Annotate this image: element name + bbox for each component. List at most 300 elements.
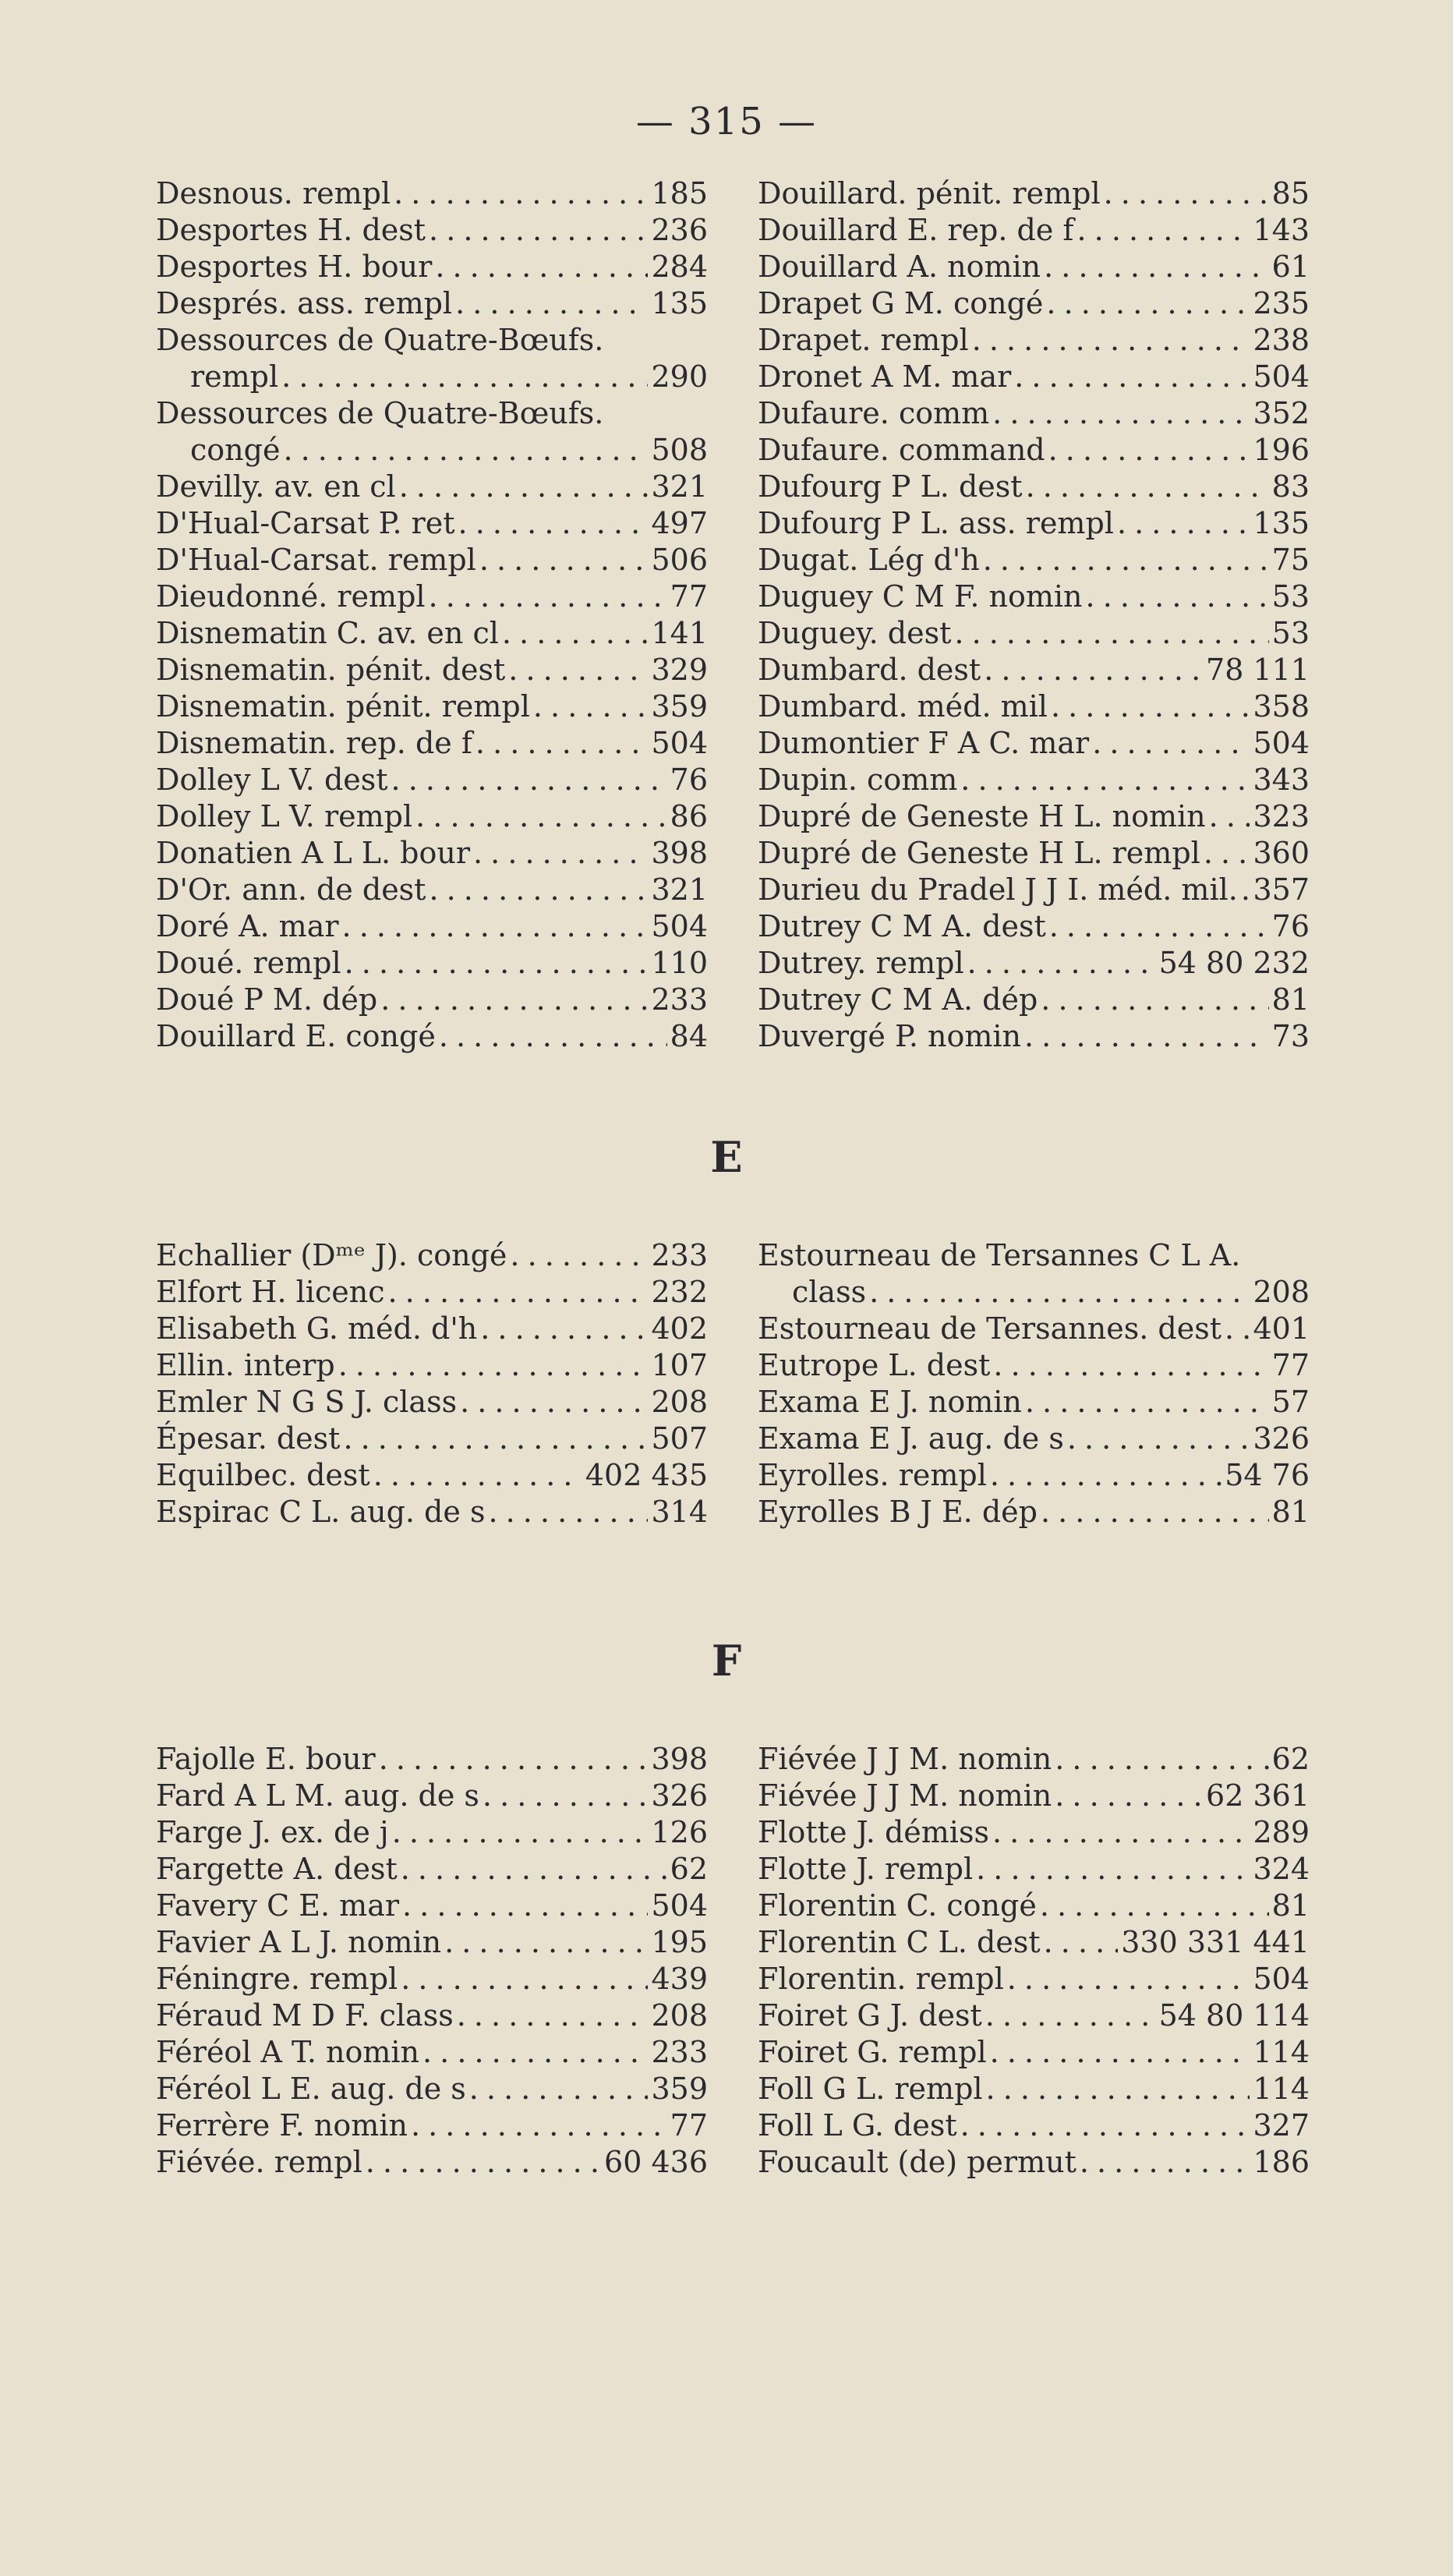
dot-leader: [984, 652, 1203, 688]
index-entry: [156, 542, 708, 579]
entry-name: Duguey. dest: [758, 616, 952, 650]
entry-name: Dutrey. rempl: [758, 946, 964, 980]
entry-name: Duguey C M F. nomin: [758, 579, 1083, 614]
entry-name: Exama E J. aug. de s: [758, 1421, 1064, 1456]
entry-name: Espirac C L. aug. de s: [156, 1495, 486, 1529]
index-entry: [156, 579, 708, 615]
entry-pages: 329: [651, 653, 708, 687]
dot-leader: [1225, 1311, 1250, 1347]
entry-name: Dufaure. command: [758, 433, 1045, 467]
dot-leader: [479, 542, 649, 579]
entry-pages: 233: [651, 982, 708, 1017]
index-entry: [156, 469, 708, 505]
entry-name: Eyrolles B J E. dép: [758, 1495, 1038, 1529]
entry-pages: 497: [651, 506, 708, 540]
entry-name: Féréol L E. aug. de s: [156, 2072, 466, 2106]
entry-pages: 195: [651, 1925, 708, 1959]
entry-name: Dumbard. méd. mil: [758, 689, 1048, 724]
index-entry: [758, 1274, 1310, 1311]
entry-pages: 77: [1271, 1348, 1310, 1382]
index-entry: [758, 505, 1310, 542]
entry-name: Dessources de Quatre-Bœufs.: [156, 396, 604, 430]
entry-pages: 504: [1253, 726, 1310, 760]
dot-leader: [986, 2071, 1250, 2107]
entry-name: Fiévée. rempl: [156, 2145, 362, 2179]
index-entry: [156, 2144, 708, 2181]
entry-name: class: [792, 1275, 867, 1309]
index-entry: [156, 982, 708, 1018]
index-entry: [156, 1421, 708, 1457]
entry-pages: 208: [1253, 1275, 1310, 1309]
index-entry: [758, 798, 1310, 835]
section-letter-e: E: [710, 1132, 743, 1182]
entry-pages: 358: [1253, 689, 1310, 724]
right-column: [758, 1237, 1310, 1530]
entry-name: Ellin. interp: [156, 1348, 335, 1382]
entry-name: Elisabeth G. méd. d'h: [156, 1311, 478, 1346]
index-entry: [156, 615, 708, 652]
dot-leader: [510, 1237, 648, 1274]
entry-name: Desnous. rempl: [156, 176, 391, 211]
entry-name: Dumontier F A C. mar: [758, 726, 1090, 760]
index-entry: [758, 285, 1310, 322]
entry-name: Fiévée J J M. nomin: [758, 1778, 1052, 1813]
entry-pages: 504: [651, 726, 708, 760]
entry-pages: 135: [651, 286, 708, 320]
entry-name: rempl: [190, 359, 279, 394]
entry-pages: 54 76: [1225, 1458, 1310, 1492]
dot-leader: [1104, 175, 1269, 212]
dot-leader: [508, 652, 648, 688]
index-entry: [758, 1888, 1310, 1924]
dot-leader: [283, 432, 648, 469]
entry-pages: 208: [651, 1998, 708, 2033]
index-entry: [758, 322, 1310, 359]
entry-name: Doué P M. dép: [156, 982, 378, 1017]
dot-leader: [1051, 688, 1250, 725]
dot-leader: [1048, 432, 1250, 469]
index-entry: [758, 1237, 1310, 1274]
index-entry: [758, 945, 1310, 982]
index-entry: [156, 798, 708, 835]
dot-leader: [1044, 249, 1269, 285]
index-entry: [758, 542, 1310, 579]
entry-name: Dufaure. comm: [758, 396, 990, 430]
dot-leader: [1026, 469, 1269, 505]
entry-name: Douillard. pénit. rempl: [758, 176, 1101, 211]
entry-name: Estourneau de Tersannes C L A.: [758, 1238, 1241, 1272]
entry-pages: 314: [651, 1495, 708, 1529]
index-entry: [758, 1421, 1310, 1457]
index-entry: [156, 212, 708, 249]
entry-name: Favery C E. mar: [156, 1888, 400, 1923]
index-entry: [156, 1851, 708, 1888]
entry-pages: 135: [1253, 506, 1310, 540]
index-entry: [758, 1311, 1310, 1347]
entry-pages: 402 435: [585, 1458, 708, 1492]
index-entry: [758, 2107, 1310, 2144]
entry-name: Flotte J. rempl: [758, 1852, 974, 1886]
entry-name: Disnematin C. av. en cl: [156, 616, 499, 650]
dot-leader: [502, 615, 649, 652]
index-entry: [758, 1851, 1310, 1888]
entry-pages: 186: [1253, 2145, 1310, 2179]
dot-leader: [1092, 725, 1250, 762]
entry-name: D'Hual-Carsat P. ret: [156, 506, 455, 540]
dot-leader: [960, 762, 1250, 798]
entry-name: Elfort H. licenc: [156, 1275, 385, 1309]
page-number: — 315 —: [635, 100, 818, 143]
entry-name: D'Hual-Carsat. rempl: [156, 543, 476, 577]
entry-pages: 402: [651, 1311, 708, 1346]
entry-name: Dronet A M. mar: [758, 359, 1012, 394]
dot-leader: [391, 762, 667, 798]
entry-name: Després. ass. rempl: [156, 286, 453, 320]
entry-pages: 330 331 441: [1121, 1925, 1310, 1959]
dot-leader: [533, 688, 649, 725]
index-entry: [156, 2107, 708, 2144]
entry-name: Épesar. dest: [156, 1421, 341, 1456]
dot-leader: [1204, 835, 1250, 872]
index-entry: [758, 249, 1310, 285]
entry-name: Foll G L. rempl: [758, 2072, 983, 2106]
entry-name: Desportes H. bour: [156, 249, 433, 284]
entry-name: Dufourg P L. ass. rempl: [758, 506, 1114, 540]
dot-leader: [345, 945, 649, 982]
entry-pages: 114: [1253, 2035, 1310, 2069]
entry-pages: 360: [1253, 836, 1310, 870]
entry-pages: 114: [1253, 2072, 1310, 2106]
entry-pages: 233: [651, 2035, 708, 2069]
index-entry: [156, 285, 708, 322]
index-entry: [758, 725, 1310, 762]
entry-name: Féréol A T. nomin: [156, 2035, 419, 2069]
entry-pages: 289: [1253, 1815, 1310, 1849]
dot-leader: [380, 982, 648, 1018]
right-column: [758, 175, 1310, 1055]
entry-name: Estourneau de Tersannes. dest: [758, 1311, 1221, 1346]
entry-pages: 141: [651, 616, 708, 650]
dot-leader: [444, 1924, 648, 1961]
index-entry: [758, 1814, 1310, 1851]
dot-leader: [1024, 1018, 1269, 1055]
index-entry: [156, 1997, 708, 2034]
entry-pages: 78 111: [1206, 653, 1310, 687]
entry-pages: 357: [1253, 872, 1310, 907]
entry-name: Dugat. Lég d'h: [758, 543, 980, 577]
index-entry: [758, 1018, 1310, 1055]
entry-pages: 61: [1271, 249, 1310, 284]
index-entry: [758, 579, 1310, 615]
entry-name: Douillard E. rep. de f: [758, 213, 1074, 247]
index-entry: [156, 1237, 708, 1274]
index-entry: [758, 762, 1310, 798]
entry-name: Douillard A. nomin: [758, 249, 1041, 284]
entry-pages: 507: [651, 1421, 708, 1456]
entry-name: Dupré de Geneste H L. nomin: [758, 799, 1206, 833]
dot-leader: [1014, 359, 1250, 395]
index-entry: [758, 1778, 1310, 1814]
index-entry: [156, 175, 708, 212]
entry-pages: 359: [651, 2072, 708, 2106]
entry-name: Fajolle E. bour: [156, 1742, 376, 1776]
entry-pages: 185: [651, 176, 708, 211]
index-entry: [758, 2144, 1310, 2181]
dot-leader: [990, 1457, 1221, 1494]
dot-leader: [1041, 1494, 1269, 1530]
index-entry: [156, 688, 708, 725]
entry-pages: 352: [1253, 396, 1310, 430]
entry-name: Fargette A. dest: [156, 1852, 398, 1886]
entry-pages: 77: [670, 2108, 708, 2143]
dot-leader: [458, 505, 649, 542]
dot-leader: [869, 1274, 1250, 1311]
dot-leader: [394, 175, 648, 212]
entry-name: Florentin C. congé: [758, 1888, 1037, 1923]
dot-leader: [455, 285, 648, 322]
entry-pages: 57: [1271, 1385, 1310, 1419]
entry-name: Duvergé P. nomin: [758, 1019, 1021, 1053]
entry-name: Drapet G M. congé: [758, 286, 1044, 320]
index-section-f: [156, 1741, 1310, 2181]
index-entry: [758, 212, 1310, 249]
left-column: [156, 1237, 708, 1530]
index-entry: [758, 1494, 1310, 1530]
entry-name: Dutrey C M A. dest: [758, 909, 1046, 943]
dot-leader: [960, 2107, 1250, 2144]
entry-pages: 84: [670, 1019, 708, 1053]
index-entry: [758, 688, 1310, 725]
entry-name: Equilbec. dest: [156, 1458, 370, 1492]
index-entry: [758, 908, 1310, 945]
entry-pages: 81: [1271, 982, 1310, 1017]
entry-pages: 107: [651, 1348, 708, 1382]
entry-name: Douillard E. congé: [156, 1019, 436, 1053]
dot-leader: [488, 1494, 648, 1530]
entry-pages: 85: [1271, 176, 1310, 211]
entry-pages: 439: [651, 1962, 708, 1996]
entry-name: Drapet. rempl: [758, 323, 969, 357]
entry-pages: 233: [651, 1238, 708, 1272]
index-entry: [156, 652, 708, 688]
index-entry: [156, 908, 708, 945]
entry-pages: 504: [651, 909, 708, 943]
dot-leader: [483, 1778, 649, 1814]
index-entry: [156, 1384, 708, 1421]
dot-leader: [281, 359, 648, 395]
dot-leader: [992, 395, 1250, 432]
entry-name: Dolley L V. dest: [156, 763, 388, 797]
entry-pages: 83: [1271, 469, 1310, 504]
index-entry: [156, 505, 708, 542]
dot-leader: [338, 1347, 649, 1384]
entry-pages: 321: [651, 469, 708, 504]
dot-leader: [469, 2071, 649, 2107]
dot-leader: [457, 1997, 649, 2034]
index-entry: [758, 1924, 1310, 1961]
entry-pages: 77: [670, 579, 708, 614]
entry-pages: 504: [1253, 1962, 1310, 1996]
dot-leader: [1117, 505, 1250, 542]
entry-name: Dupin. comm: [758, 763, 958, 797]
entry-pages: 326: [1253, 1421, 1310, 1456]
entry-name: D'Or. ann. de dest: [156, 872, 426, 907]
index-entry: [156, 249, 708, 285]
entry-name: Disnematin. pénit. dest: [156, 653, 506, 687]
dot-leader: [411, 2107, 667, 2144]
entry-name: Durieu du Pradel J J I. méd. mil.: [758, 872, 1238, 907]
entry-pages: 324: [1253, 1852, 1310, 1886]
entry-pages: 323: [1253, 799, 1310, 833]
dot-leader: [473, 835, 648, 872]
index-entry: [156, 359, 708, 395]
index-entry: [758, 872, 1310, 908]
entry-pages: 54 80 114: [1158, 1998, 1310, 2033]
entry-name: Foiret G J. dest: [758, 1998, 982, 2033]
dot-leader: [415, 798, 667, 835]
entry-name: Florentin. rempl: [758, 1962, 1004, 1996]
index-entry: [758, 982, 1310, 1018]
index-section-e: [156, 1237, 1310, 1530]
index-entry: [156, 1018, 708, 1055]
entry-name: Exama E J. nomin: [758, 1385, 1022, 1419]
index-entry: [156, 1457, 708, 1494]
entry-name: Farge J. ex. de j: [156, 1815, 389, 1849]
index-entry: [156, 1778, 708, 1814]
entry-pages: 81: [1271, 1495, 1310, 1529]
index-entry: [758, 175, 1310, 212]
index-entry: [156, 1814, 708, 1851]
dot-leader: [1049, 908, 1269, 945]
index-entry: [156, 395, 708, 432]
index-entry: [156, 945, 708, 982]
entry-pages: 343: [1253, 763, 1310, 797]
index-entry: [156, 1347, 708, 1384]
dot-leader: [1055, 1778, 1203, 1814]
entry-name: Fiévée J J M. nomin: [758, 1742, 1052, 1776]
index-entry: [156, 1274, 708, 1311]
entry-pages: 398: [651, 836, 708, 870]
entry-name: congé: [190, 433, 281, 467]
entry-name: Echallier (Dᵐᵉ J). congé: [156, 1238, 507, 1272]
dot-leader: [1046, 285, 1250, 322]
dot-leader: [401, 1961, 648, 1997]
entry-pages: 504: [1253, 359, 1310, 394]
index-entry: [758, 432, 1310, 469]
entry-name: Desportes H. dest: [156, 213, 426, 247]
entry-pages: 62: [670, 1852, 708, 1886]
index-entry: [156, 1961, 708, 1997]
index-entry: [758, 2071, 1310, 2107]
index-entry: [758, 1384, 1310, 1421]
dot-leader: [993, 1347, 1268, 1384]
entry-pages: 232: [651, 1275, 708, 1309]
entry-name: Eutrope L. dest: [758, 1348, 991, 1382]
dot-leader: [1086, 579, 1269, 615]
index-entry: [156, 2034, 708, 2071]
dot-leader: [1067, 1421, 1250, 1457]
dot-leader: [1077, 212, 1250, 249]
entry-pages: 326: [651, 1778, 708, 1813]
entry-pages: 235: [1253, 286, 1310, 320]
entry-name: Dutrey C M A. dép: [758, 982, 1038, 1017]
entry-pages: 54 80 232: [1158, 946, 1310, 980]
dot-leader: [1007, 1961, 1250, 1997]
dot-leader: [480, 1311, 648, 1347]
entry-pages: 506: [651, 543, 708, 577]
index-entry: [156, 2071, 708, 2107]
dot-leader: [422, 2034, 648, 2071]
index-entry: [758, 1347, 1310, 1384]
dot-leader: [954, 615, 1268, 652]
dot-leader: [439, 1018, 667, 1055]
index-entry: [758, 835, 1310, 872]
dot-leader: [1041, 982, 1268, 1018]
entry-name: Dupré de Geneste H L. rempl: [758, 836, 1200, 870]
dot-leader: [401, 1851, 667, 1888]
left-column: [156, 1741, 708, 2181]
index-entry: [758, 1961, 1310, 1997]
index-entry: [156, 872, 708, 908]
entry-name: Dumbard. dest: [758, 653, 981, 687]
index-section-d: [156, 175, 1310, 1055]
entry-name: Florentin C L. dest: [758, 1925, 1041, 1959]
entry-name: Doré A. mar: [156, 909, 339, 943]
dot-leader: [387, 1274, 648, 1311]
dot-leader: [402, 1888, 648, 1924]
dot-leader: [343, 1421, 648, 1457]
entry-name: Féraud M D F. class: [156, 1998, 454, 2033]
index-entry: [758, 1997, 1310, 2034]
entry-pages: 236: [651, 213, 708, 247]
dot-leader: [992, 1814, 1250, 1851]
index-entry: [758, 652, 1310, 688]
dot-leader: [342, 908, 649, 945]
dot-leader: [429, 872, 648, 908]
entry-pages: 398: [651, 1742, 708, 1776]
entry-name: Féningre. rempl: [156, 1962, 398, 1996]
entry-pages: 359: [651, 689, 708, 724]
index-entry: [758, 615, 1310, 652]
dot-leader: [1025, 1384, 1269, 1421]
index-entry: [156, 432, 708, 469]
dot-leader: [460, 1384, 648, 1421]
index-entry: [156, 1311, 708, 1347]
dot-leader: [429, 579, 667, 615]
entry-pages: 143: [1253, 213, 1310, 247]
section-letter-f: F: [711, 1636, 742, 1686]
dot-leader: [1055, 1741, 1268, 1778]
entry-pages: 321: [651, 872, 708, 907]
index-entry: [156, 322, 708, 359]
entry-name: Favier A L J. nomin: [156, 1925, 442, 1959]
entry-pages: 284: [651, 249, 708, 284]
entry-pages: 196: [1253, 433, 1310, 467]
entry-name: Dolley L V. rempl: [156, 799, 413, 833]
entry-pages: 290: [651, 359, 708, 394]
entry-name: Foiret G. rempl: [758, 2035, 987, 2069]
dot-leader: [1040, 1888, 1269, 1924]
dot-leader: [1209, 798, 1250, 835]
index-entry: [758, 2034, 1310, 2071]
entry-pages: 126: [651, 1815, 708, 1849]
dot-leader: [379, 1741, 649, 1778]
entry-pages: 508: [651, 433, 708, 467]
entry-pages: 53: [1271, 616, 1310, 650]
dot-leader: [366, 2144, 601, 2181]
entry-pages: 86: [670, 799, 708, 833]
entry-name: Ferrère F. nomin: [156, 2108, 408, 2143]
